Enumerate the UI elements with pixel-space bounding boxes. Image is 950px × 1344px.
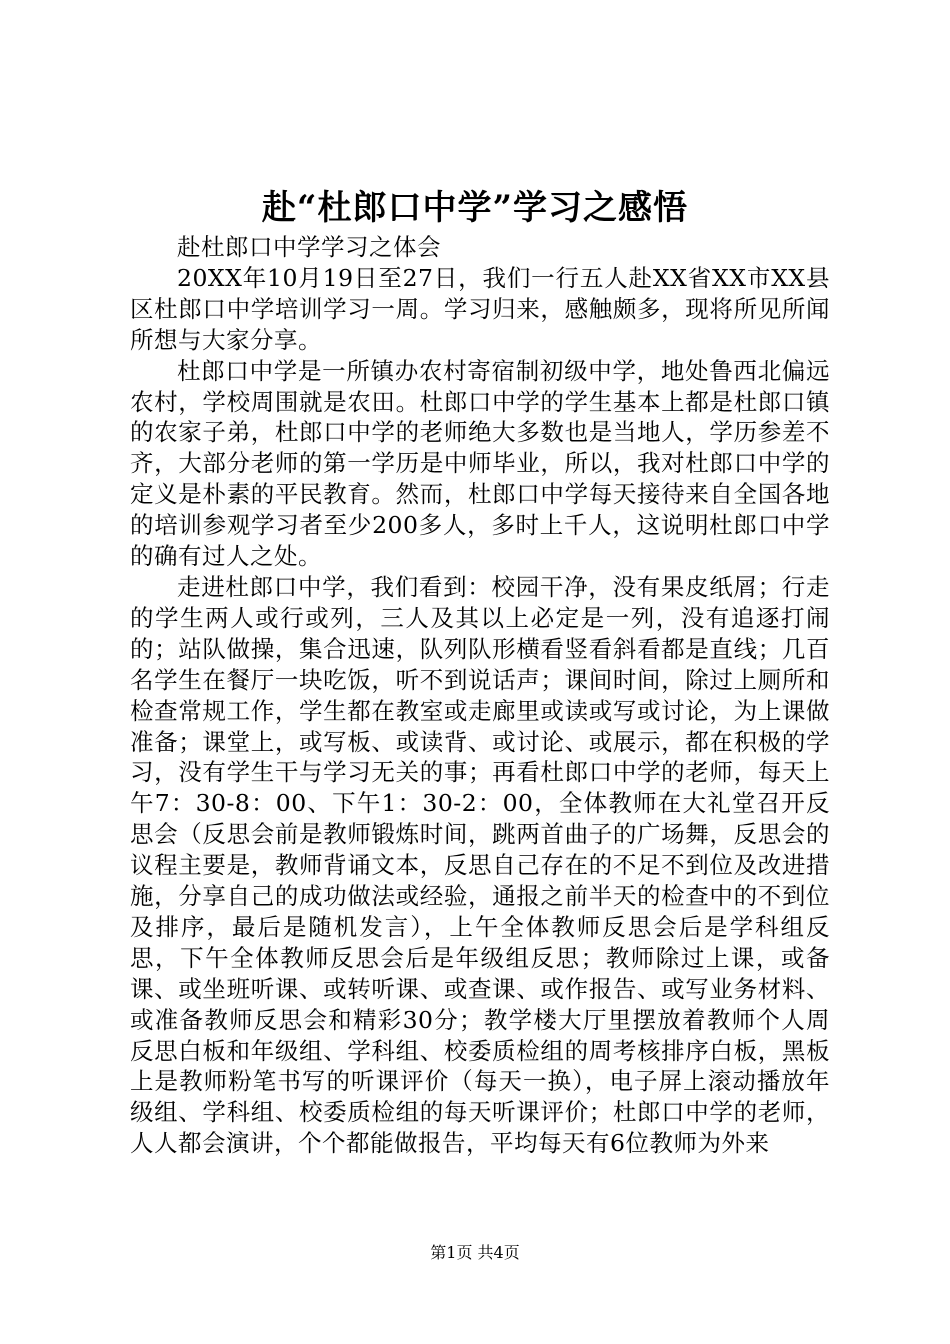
- paragraph-observations: 走进杜郎口中学，我们看到：校园干净，没有果皮纸屑；行走的学生两人或行或列，三人及其以上必定是一列，没有追逐打闹的；站队做操，集合迅速，队列队形横看竖看斜看都是直线；几百名学生在餐厅一块吃饭，听不到说话声；课间时间，除过上厕所和检查常规工作，学生都在教室或走廊里或读或写或讨论，为上课做准备；课堂上，或写板、或读背、或讨论、或展示，都在积极的学习，没有学生干与学习无关的事；再看杜郎口中学的老师，每天上午7：30-8：00、下午1：30-2：00，全体教师在大礼堂召开反思会（反思会前是教师锻炼时间，跳两首曲子的广场舞，反思会的议程主要是，教师背诵文本，反思自己存在的不足不到位及改进措施，分享自己的成功做法或经验，通报之前半天的检查中的不到位及排序，最后是随机发言），上午全体教师反思会后是学科组反思，下午全体教师反思会后是年级组反思；教师除过上课，或备课、或坐班听课、或转听课、或查课、或作报告、或写业务材料、或准备教师反思会和精彩30分；教学楼大厅里摆放着教师个人周反思白板和年级组、学科组、校委质检组的周考核排序白板，黑板上是教师粉笔书写的听课评价（每天一换），电子屏上滚动播放年级组、学科组、校委质检组的每天听课评价；杜郎口中学的老师，人人都会演讲，个个都能做报告，平均每天有6位教师为外来: [130, 572, 830, 1158]
- paragraph-school-overview: 杜郎口中学是一所镇办农村寄宿制初级中学，地处鲁西北偏远农村，学校周围就是农田。杜郎口中学的学生基本上都是杜郎口镇的农家子弟，杜郎口中学的老师绝大多数也是当地人，学历参差不齐，大部分老师的第一学历是中师毕业，所以，我对杜郎口中学的定义是朴素的平民教育。然而，杜郎口中学每天接待来自全国各地的培训参观学习者至少200多人，多时上千人，这说明杜郎口中学的确有过人之处。: [130, 356, 830, 571]
- paragraph-intro: 20XX年10月19日至27日，我们一行五人赴XX省XX市XX县区杜郎口中学培训学习一周。学习归来，感触颇多，现将所见所闻所想与大家分享。: [130, 263, 830, 354]
- paragraph-subtitle: 赴杜郎口中学学习之体会: [177, 233, 441, 261]
- document-title: 赴“杜郎口中学”学习之感悟: [261, 188, 689, 228]
- document-body: [130, 232, 830, 1159]
- page-footer: 第1页 共4页: [430, 1243, 520, 1262]
